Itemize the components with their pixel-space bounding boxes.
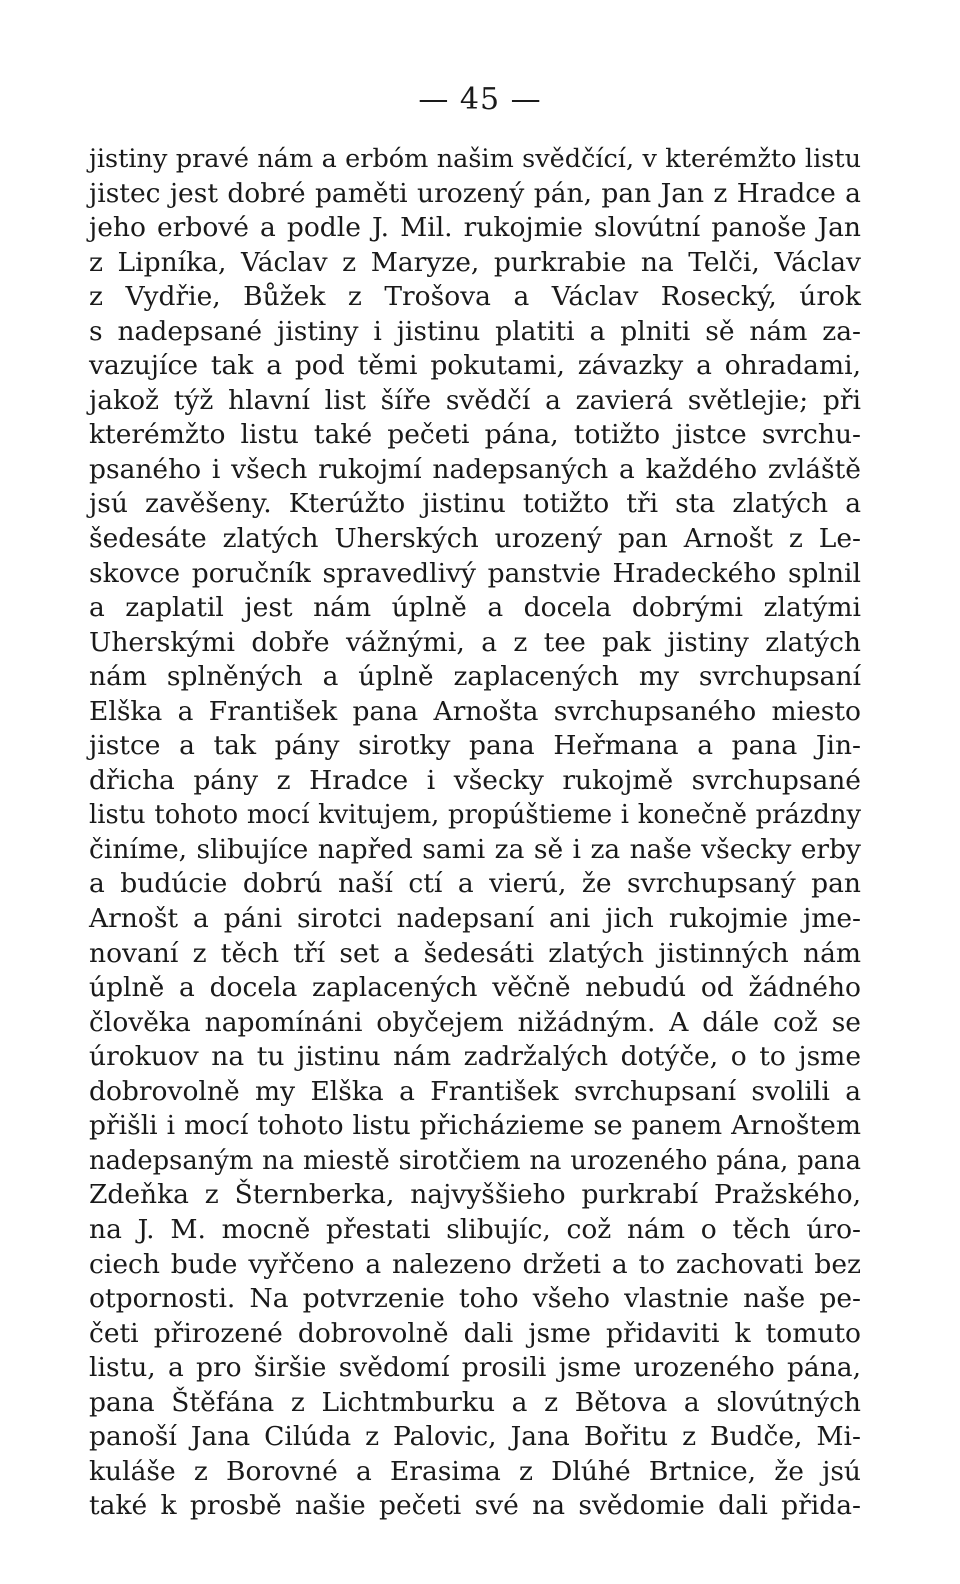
text-line: úplně a docela zaplacených věčně nebudú od žádného: [89, 972, 861, 1004]
text-line: jistiny pravé nám a erbóm našim svědčící, v kterémžto listu: [89, 144, 861, 174]
text-line: člověka napomínáni obyčejem nižádným. A dále což se: [89, 1006, 861, 1038]
text-line: a budúcie dobrú naší ctí a vierú, že svrchupsaný pan: [89, 868, 861, 900]
text-line: ciech bude vyřčeno a nalezeno držeti a to zachovati bez: [89, 1248, 861, 1280]
text-line: listu, a pro širšie svědomí prosili jsme urozeného pána,: [89, 1352, 861, 1384]
page-number: — 45 —: [418, 82, 542, 117]
text-line: psaného i všech rukojmí nadepsaných a každého zvláště: [89, 453, 861, 485]
text-line: dobrovolně my Elška a František svrchupsaní svolili a: [89, 1075, 861, 1107]
text-line: panoší Jana Cilúda z Palovic, Jana Bořitu z Budče, Mi-: [89, 1421, 861, 1453]
text-line: četi přirozené dobrovolně dali jsme přidaviti k tomuto: [89, 1317, 861, 1349]
text-line: dřicha pány z Hradce i všecky rukojmě svrchupsané: [89, 764, 861, 796]
text-line: skovce poručník spravedlivý panstvie Hradeckého splnil: [89, 557, 861, 589]
text-line: přišli i mocí tohoto listu přicházieme se panem Arnoštem: [89, 1110, 861, 1142]
text-line: jistec jest dobré paměti urozený pán, pan Jan z Hradce a: [89, 177, 861, 209]
text-line: jakož týž hlavní list šíře svědčí a zavierá světlejie; při: [89, 384, 861, 416]
text-line: otpornosti. Na potvrzenie toho všeho vlastnie naše pe-: [89, 1283, 861, 1315]
text-line: šedesáte zlatých Uherských urozený pan Arnošt z Le-: [89, 523, 861, 555]
text-line: vazujíce tak a pod těmi pokutami, závazky a ohradami,: [89, 350, 861, 382]
text-line: Zdeňka z Šternberka, najvyššieho purkrabí Pražského,: [89, 1179, 861, 1211]
text-line: jeho erbové a podle J. Mil. rukojmie slovútní panoše Jan: [89, 212, 861, 244]
text-line: Uherskými dobře vážnými, a z tee pak jistiny zlatých: [89, 626, 861, 658]
text-line: úrokuov na tu jistinu nám zadržalých dotýče, o to jsme: [89, 1041, 861, 1073]
body-text: [89, 142, 861, 1524]
text-line: Arnošt a páni sirotci nadepsaní ani jich rukojmie jme-: [89, 903, 861, 935]
text-line: nadepsaným na miestě sirotčiem na urozeného pána, pana: [89, 1145, 861, 1176]
text-line: také k prosbě našie pečeti své na svědomie dali přida-: [89, 1490, 861, 1522]
text-line: jistce a tak pány sirotky pana Heřmana a pana Jin-: [89, 730, 861, 762]
text-line: nám splněných a úplně zaplacených my svrchupsaní: [89, 661, 861, 693]
text-line: na J. M. mocně přestati slibujíc, což nám o těch úro-: [89, 1213, 861, 1245]
text-line: kterémžto listu také pečeti pána, totižto jistce svrchu-: [89, 419, 861, 451]
text-line: činíme, slibujíce napřed sami za sě i za naše všecky erby: [89, 833, 861, 865]
text-line: z Vydřie, Bůžek z Trošova a Václav Rosecký, úrok: [89, 281, 861, 313]
text-line: z Lipníka, Václav z Maryze, purkrabie na Telči, Václav: [89, 246, 861, 278]
text-line: Elška a František pana Arnošta svrchupsaného miesto: [89, 695, 861, 727]
text-line: novaní z těch tří set a šedesáti zlatých jistinných nám: [89, 937, 861, 969]
text-line: a zaplatil jest nám úplně a docela dobrými zlatými: [89, 592, 861, 624]
text-line: jsú zavěšeny. Kterúžto jistinu totižto tři sta zlatých a: [89, 488, 861, 520]
text-line: pana Štěfána z Lichtmburku a z Bětova a slovútných: [89, 1386, 861, 1418]
text-line: listu tohoto mocí kvitujem, propúštieme i konečně prázdny: [89, 800, 861, 831]
text-line: s nadepsané jistiny i jistinu platiti a plniti sě nám za-: [89, 315, 861, 347]
text-line: kuláše z Borovné a Erasima z Dlúhé Brtnice, že jsú: [89, 1455, 861, 1487]
